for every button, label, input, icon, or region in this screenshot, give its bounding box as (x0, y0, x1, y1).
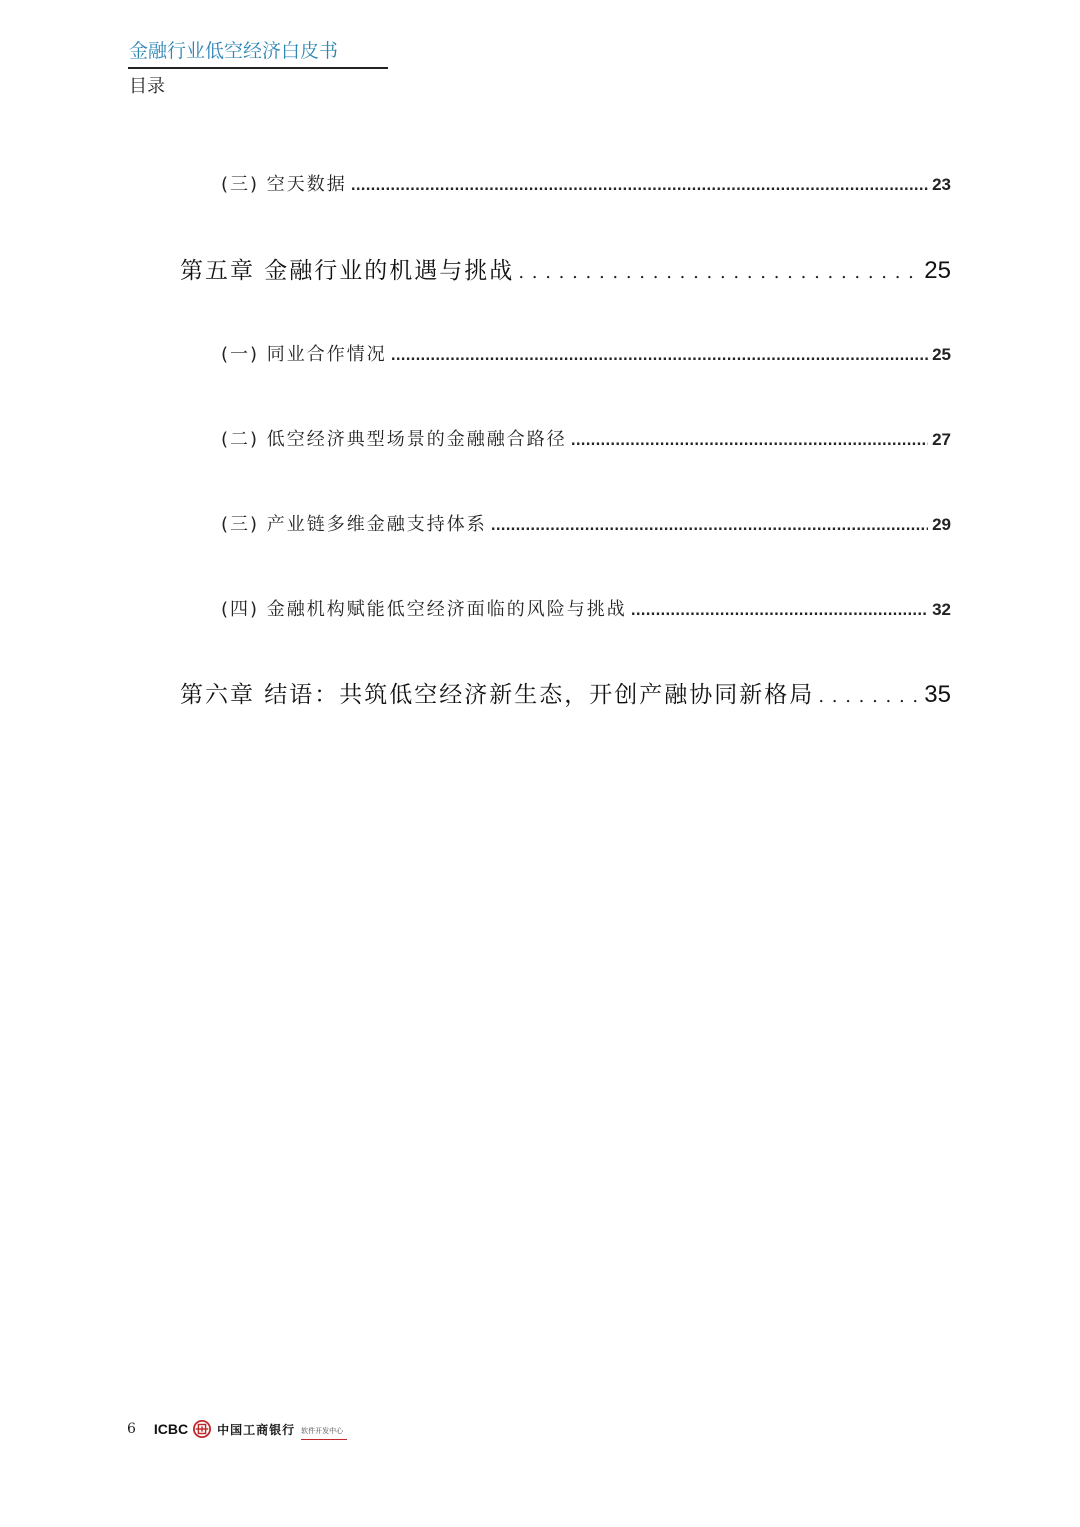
header-divider (128, 67, 388, 69)
toc-entry[interactable] (221, 425, 951, 451)
toc-leader-dots (491, 514, 928, 535)
toc-leader-dots (351, 174, 928, 195)
toc-entry-page: 29 (932, 515, 951, 534)
document-title: 金融行业低空经济白皮书 (129, 40, 339, 62)
toc-leader-dots (631, 599, 928, 620)
icbc-wordmark: ICBC (153, 1421, 189, 1437)
toc-leader-dots (571, 429, 928, 450)
toc-chapter-page: 25 (924, 257, 951, 284)
toc-chapter-title: 第五章 金融行业的机遇与挑战 (180, 258, 515, 284)
icbc-logo-icon (193, 1420, 211, 1438)
toc-leader-dots (518, 258, 920, 284)
toc-leader-dots (391, 344, 928, 365)
toc-entry[interactable] (221, 595, 951, 621)
toc-entry-page: 32 (932, 600, 951, 619)
toc-entry-page: 27 (932, 430, 951, 449)
page-number: 6 (127, 1421, 136, 1437)
toc-entry[interactable] (221, 510, 951, 536)
toc-chapter-entry[interactable] (180, 252, 951, 285)
toc-entry-title: (四) 金融机构赋能低空经济面临的风险与挑战 (221, 599, 627, 620)
toc-chapter-entry[interactable] (180, 676, 951, 709)
toc-entry-title: (一) 同业合作情况 (221, 344, 387, 365)
toc-leader-dots (818, 682, 920, 708)
page-footer (127, 1418, 343, 1440)
department-name: 软件开发中心 (301, 1427, 344, 1435)
toc-entry[interactable] (221, 340, 951, 366)
toc-entry-title: (三) 产业链多维金融支持体系 (221, 514, 487, 535)
toc-entry-title: (二) 低空经济典型场景的金融融合路径 (221, 429, 567, 450)
footer-red-rule (301, 1439, 347, 1440)
toc-chapter-title: 第六章 结语：共筑低空经济新生态，开创产融协同新格局 (180, 682, 815, 708)
toc-entry[interactable] (221, 170, 951, 196)
department-block (301, 1418, 343, 1440)
toc-entry-page: 23 (932, 175, 951, 194)
section-label: 目录 (129, 76, 165, 97)
toc-chapter-page: 35 (924, 681, 951, 708)
bank-name: 中国工商银行 (217, 1422, 296, 1437)
toc-entry-title: (三) 空天数据 (221, 174, 347, 195)
toc-entry-page: 25 (932, 345, 951, 364)
